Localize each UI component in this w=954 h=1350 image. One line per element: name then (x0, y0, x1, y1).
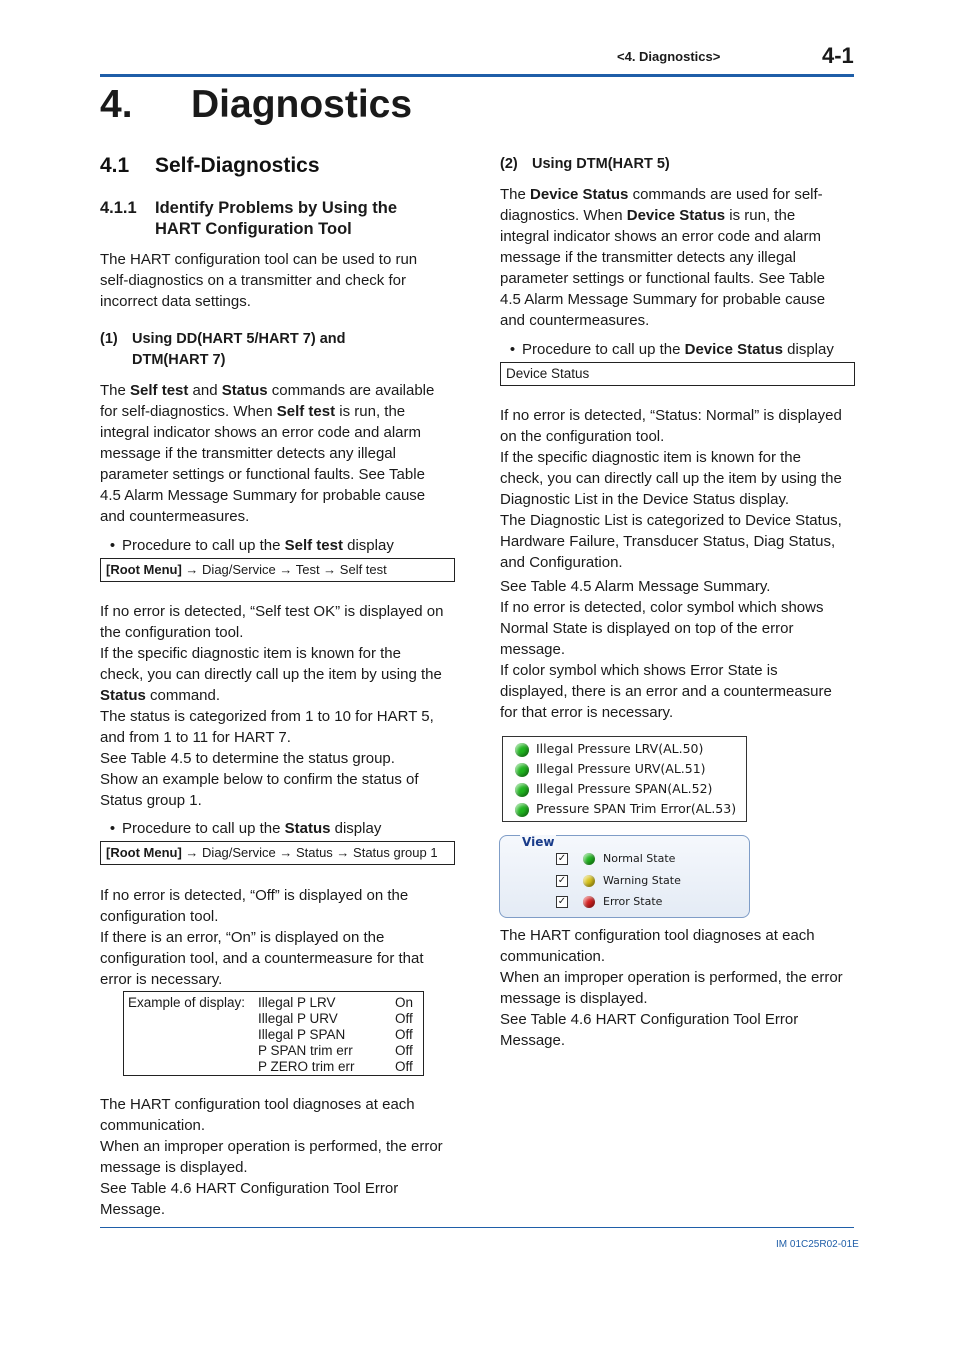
alarm-row: Pressure SPAN Trim Error(AL.53) (515, 799, 736, 819)
section-number: 4.1 (100, 154, 130, 177)
chapter-title (100, 82, 412, 128)
status-led-icon (515, 763, 529, 777)
status-led-icon (515, 803, 529, 817)
status-led-icon (515, 743, 529, 757)
chapter-number: 4. (100, 83, 133, 126)
yellow-led-icon (583, 875, 595, 887)
checkbox-icon: ✓ (557, 853, 567, 864)
view-item-error: ✓ Error State (557, 895, 663, 908)
device-status-paragraph: The Device Status commands are used for self- diagnostics. When Device Status is run, the integral indicator shows an error code and alarm message if the transmitter detects any illegal parameter settings or functional faults. See Table 4.5 Alarm Message Summary for probable cause and countermeasures. (500, 186, 826, 329)
color-symbol-paragraph: See Table 4.5 Alarm Message Summary. If no error is detected, color symbol which shows Normal State is displayed on top of the error message. If color symbol which shows Error State is displayed, there is an error and a countermeasure for that error is necessary. (500, 578, 832, 721)
self-test-paragraph: The Self test and Status commands are available for self-diagnostics. When Self test is run, the integral indicator shows an error code and alarm message if the transmitter detects any illegal parameter settings or functional faults. See Table 4.5 Alarm Message Summary for probable cause and countermeasures. (100, 382, 435, 525)
bullet-device-status: • Procedure to call up the Device Status display (509, 341, 834, 358)
section-title: Self-Diagnostics (155, 154, 320, 177)
section-heading (100, 154, 320, 178)
page-number: 4-1 (822, 43, 854, 68)
footer-rule (100, 1227, 854, 1228)
view-title: View (522, 835, 555, 849)
bullet-self-test: • Procedure to call up the Self test display (109, 537, 394, 554)
alarm-row: Illegal Pressure SPAN(AL.52) (515, 779, 712, 799)
checkbox-icon: ✓ (557, 875, 567, 886)
green-led-icon (583, 853, 595, 865)
running-header: <4. Diagnostics> (617, 49, 721, 64)
subsection-number: 4.1.1 (100, 199, 137, 217)
header-rule (100, 74, 854, 77)
red-led-icon (583, 896, 595, 908)
intro-paragraph: The HART configuration tool can be used to run self-diagnostics on a transmitter and check for incorrect data settings. (100, 251, 418, 310)
view-legend-screenshot (499, 835, 750, 918)
example-values: On Off Off Off Off (395, 995, 414, 1074)
diagnostic-list-paragraph: If no error is detected, “Status: Normal” is displayed on the configuration tool. If the specific diagnostic item is known for the check, you can directly call up the item by using the Diagnostic List in the Device Status display. The Diagnostic List is categorized to Device Status, Hardware Failure, Transducer Status, Diag Status, and Configuration. (500, 407, 842, 571)
document-id: IM 01C25R02-01E (776, 1239, 859, 1250)
on-off-paragraph: If no error is detected, “Off” is displayed on the configuration tool. If there is an error, “On” is displayed on the configuration tool, and a countermeasure for that error is necessary. (100, 887, 424, 988)
heading-dd-hart: (1) Using DD(HART 5/HART 7) and DTM(HART 7) (100, 331, 346, 368)
bullet-status: • Procedure to call up the Status display (109, 820, 382, 837)
view-item-normal: ✓ Normal State (557, 852, 676, 865)
heading-dtm-hart5: (2) Using DTM(HART 5) (500, 156, 670, 172)
chapter-title-text: Diagnostics (191, 83, 413, 126)
diagnoses-paragraph-left: The HART configuration tool diagnoses at each communication. When an improper operation is performed, the error message is displayed. See Table 4.6 HART Configuration Tool Error Message. (100, 1096, 443, 1218)
status-paragraph: If no error is detected, “Self test OK” is displayed on the configuration tool. If the specific diagnostic item is known for the check, you can directly call up the item by using the Status command. The status is categorized from 1 to 10 for HART 5, and from 1 to 11 for HART 7. See Table 4.5 to determine the status group. Show an example below to confirm the status of Status group 1. (100, 603, 444, 809)
example-label: Example of display: (128, 995, 246, 1010)
status-led-icon (515, 783, 529, 797)
subsection-heading: 4.1.1 Identify Problems by Using the HART Configuration Tool (100, 199, 398, 238)
menu-path-device-status: Device Status (500, 362, 855, 386)
example-display-box (123, 991, 424, 1076)
menu-path-self-test: [Root Menu] → Diag/Service → Test → Self test (100, 558, 455, 582)
diagnoses-paragraph-right: The HART configuration tool diagnoses at each communication. When an improper operation is performed, the error message is displayed. See Table 4.6 HART Configuration Tool Error Message. (500, 927, 843, 1049)
view-item-warning: ✓ Warning State (557, 874, 681, 887)
example-names: Illegal P LRV Illegal P URV Illegal P SPAN P SPAN trim err P ZERO trim err (258, 995, 355, 1074)
menu-path-status: [Root Menu] → Diag/Service → Status → Status group 1 (100, 841, 455, 865)
alarm-list-screenshot (502, 736, 747, 822)
alarm-row: Illegal Pressure LRV(AL.50) (515, 739, 703, 759)
checkbox-icon: ✓ (557, 896, 567, 907)
alarm-row: Illegal Pressure URV(AL.51) (515, 759, 706, 779)
